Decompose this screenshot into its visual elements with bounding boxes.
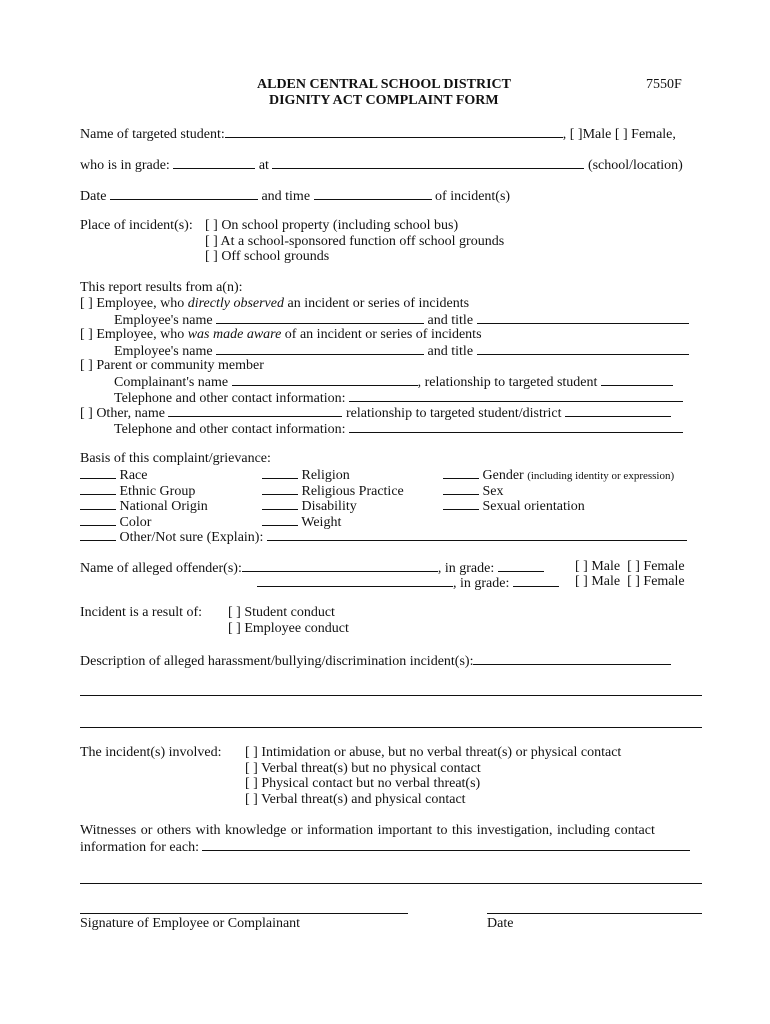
offender1-male-checkbox[interactable]: [ ] Male — [575, 559, 621, 574]
place-label: Place of incident(s): — [80, 218, 193, 233]
employee1-name-field[interactable] — [216, 311, 424, 324]
parent-contact-label: Telephone and other contact information: — [114, 391, 346, 406]
result-employee-conduct[interactable]: [ ] Employee conduct — [228, 621, 349, 636]
basis-gender-note: (including identity or expression) — [527, 470, 675, 482]
employee-aware-option[interactable] — [80, 327, 482, 343]
grade-label: who is in grade: — [80, 158, 170, 173]
basis-weight-label: Weight — [301, 515, 342, 530]
other-name-field[interactable] — [168, 404, 342, 417]
district-name: ALDEN CENTRAL SCHOOL DISTRICT — [257, 77, 512, 92]
blank[interactable] — [80, 528, 116, 541]
date-field[interactable] — [110, 187, 258, 200]
other-relationship-label: relationship to targeted student/district — [345, 406, 562, 421]
employee2-name-field[interactable] — [216, 342, 424, 355]
basis-gender-label: Gender — [482, 468, 524, 483]
offender-label: Name of alleged offender(s): — [80, 561, 242, 576]
report-intro: This report results from a(n): — [80, 280, 243, 295]
result-student-conduct[interactable]: [ ] Student conduct — [228, 605, 335, 620]
signature-label: Signature of Employee or Complainant — [80, 916, 301, 931]
signature-date-line[interactable] — [487, 913, 702, 914]
offender-row-2 — [257, 574, 559, 592]
blank[interactable] — [80, 482, 116, 495]
student-name-row — [80, 125, 676, 143]
involved-physical[interactable]: [ ] Physical contact but no verbal threat(s) — [245, 776, 481, 791]
place-option-school-function[interactable]: [ ] At a school-sponsored function off school grounds — [205, 234, 505, 249]
grade-field[interactable] — [173, 156, 255, 169]
offender2-female-checkbox[interactable]: [ ] Female — [627, 574, 685, 589]
blank[interactable] — [80, 497, 116, 510]
employee-observed-em: directly observed — [187, 296, 284, 311]
date-row — [80, 187, 510, 205]
basis-sexual-orientation[interactable] — [443, 497, 585, 515]
basis-religious-practice-label: Religious Practice — [301, 484, 404, 499]
involved-both[interactable]: [ ] Verbal threat(s) and physical contact — [245, 792, 466, 807]
basis-color-label: Color — [119, 515, 152, 530]
other-contact-label: Telephone and other contact information: — [114, 422, 346, 437]
result-label: Incident is a result of: — [80, 605, 203, 620]
signature-date-label: Date — [487, 916, 514, 931]
description-line-1[interactable] — [80, 695, 702, 696]
female-checkbox[interactable]: [ ] Female, — [614, 127, 676, 142]
complainant-label: Complainant's name — [114, 375, 229, 390]
basis-race-label: Race — [119, 468, 148, 483]
form-code: 7550F — [646, 77, 682, 92]
of-incident-label: of incident(s) — [435, 189, 511, 204]
offender1-grade-field[interactable] — [498, 559, 544, 572]
blank[interactable] — [80, 513, 116, 526]
offender2-name-field[interactable] — [257, 574, 453, 587]
other-option[interactable]: [ ] Other, name — [80, 406, 165, 421]
employee2-title-field[interactable] — [477, 342, 689, 355]
other-contact-row — [114, 420, 683, 438]
employee1-title-label: and title — [427, 313, 474, 328]
time-field[interactable] — [314, 187, 432, 200]
basis-other-field[interactable] — [267, 528, 687, 541]
witnesses-line-2: information for each: — [80, 840, 199, 855]
location-label: (school/location) — [587, 158, 683, 173]
offender1-sex — [575, 559, 685, 575]
location-field[interactable] — [272, 156, 584, 169]
involved-intimidation[interactable]: [ ] Intimidation or abuse, but no verbal threat(s) or physical contact — [245, 745, 622, 760]
basis-religion-label: Religion — [301, 468, 350, 483]
employee-observed-pre: [ ] Employee, who — [80, 296, 188, 311]
student-name-label: Name of targeted student: — [80, 127, 225, 142]
parent-contact-field[interactable] — [349, 389, 683, 402]
description-label: Description of alleged harassment/bullying/discrimination incident(s): — [80, 654, 474, 669]
relationship-field[interactable] — [601, 373, 673, 386]
offender2-grade-label: , in grade: — [453, 576, 510, 591]
time-label: and time — [261, 189, 311, 204]
basis-other-label: Other/Not sure (Explain): — [119, 530, 264, 545]
basis-label: Basis of this complaint/grievance: — [80, 451, 271, 466]
basis-other[interactable] — [80, 528, 687, 546]
male-checkbox[interactable]: , [ ]Male — [562, 127, 612, 142]
student-name-field[interactable] — [225, 125, 563, 138]
offender1-grade-label: , in grade: — [437, 561, 495, 576]
employee-aware-pre: [ ] Employee, who — [80, 327, 188, 342]
involved-label: The incident(s) involved: — [80, 745, 222, 760]
offender2-sex — [575, 574, 685, 590]
relationship-label: , relationship to targeted student — [417, 375, 598, 390]
basis-sex-label: Sex — [482, 484, 504, 499]
blank[interactable] — [443, 482, 479, 495]
witnesses-line-1: Witnesses or others with knowledge or information important to this investigation, including contact — [80, 823, 655, 838]
other-relationship-field[interactable] — [565, 404, 671, 417]
employee1-name-label: Employee's name — [114, 313, 213, 328]
date-label: Date — [80, 189, 107, 204]
witnesses-field[interactable] — [202, 838, 690, 851]
employee-aware-em: was made aware — [187, 327, 282, 342]
employee-aware-post: of an incident or series of incidents — [281, 327, 482, 342]
at-label: at — [258, 158, 269, 173]
offender1-female-checkbox[interactable]: [ ] Female — [627, 559, 685, 574]
employee-observed-option[interactable] — [80, 296, 469, 312]
basis-ethnic-label: Ethnic Group — [119, 484, 196, 499]
basis-national-label: National Origin — [119, 499, 208, 514]
employee1-title-field[interactable] — [477, 311, 689, 324]
witnesses-line-extra[interactable] — [80, 883, 702, 884]
place-option-school-property[interactable]: [ ] On school property (including school bus) — [205, 218, 459, 233]
blank[interactable] — [262, 513, 298, 526]
blank[interactable] — [80, 466, 116, 479]
employee2-name-label: Employee's name — [114, 344, 213, 359]
blank[interactable] — [262, 466, 298, 479]
parent-option[interactable]: [ ] Parent or community member — [80, 358, 264, 373]
involved-verbal[interactable]: [ ] Verbal threat(s) but no physical contact — [245, 761, 481, 776]
description-row — [80, 652, 671, 670]
employee2-title-label: and title — [427, 344, 474, 359]
blank[interactable] — [443, 466, 479, 479]
offender1-name-field[interactable] — [242, 559, 438, 572]
offender2-male-checkbox[interactable]: [ ] Male — [575, 574, 621, 589]
grade-row — [80, 156, 683, 174]
blank[interactable] — [262, 497, 298, 510]
blank[interactable] — [262, 482, 298, 495]
witnesses-row-2 — [80, 838, 690, 856]
place-option-off-grounds[interactable]: [ ] Off school grounds — [205, 249, 330, 264]
blank[interactable] — [443, 497, 479, 510]
form-title: DIGNITY ACT COMPLAINT FORM — [269, 93, 499, 108]
employee-observed-post: an incident or series of incidents — [283, 296, 470, 311]
description-line-2[interactable] — [80, 727, 702, 728]
other-contact-field[interactable] — [349, 420, 683, 433]
description-field-inline[interactable] — [473, 652, 671, 665]
basis-orientation-label: Sexual orientation — [482, 499, 585, 514]
basis-disability-label: Disability — [301, 499, 357, 514]
signature-line[interactable] — [80, 913, 408, 914]
offender2-grade-field[interactable] — [513, 574, 559, 587]
complainant-field[interactable] — [232, 373, 418, 386]
